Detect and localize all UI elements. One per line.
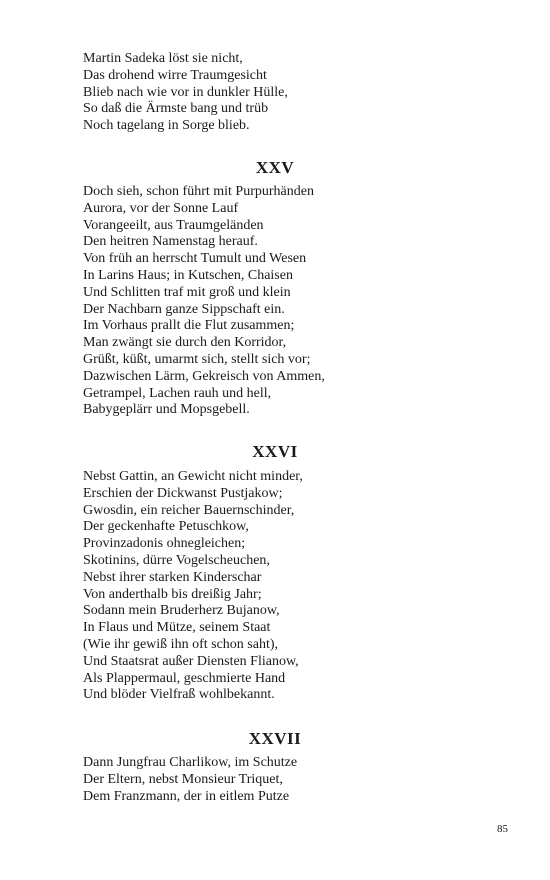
verse-line: Das drohend wirre Traumgesicht — [83, 67, 267, 83]
verse-line: Dazwischen Lärm, Gekreisch von Ammen, — [83, 368, 325, 384]
verse-line: Von früh an herrscht Tumult und Wesen — [83, 251, 307, 267]
verse-line: Als Plappermaul, geschmierte Hand — [83, 670, 286, 686]
verse-line: Dann Jungfrau Charlikow, im Schutze — [83, 755, 298, 770]
verse-line: In Larins Haus; in Kutschen, Chaisen — [83, 267, 293, 283]
verse-line: Babygeplärr und Mopsgebell. — [83, 402, 250, 418]
verse-line: Der Nachbarn ganze Sippschaft ein. — [83, 301, 285, 317]
verse-line: Von anderthalb bis dreißig Jahr; — [83, 586, 262, 602]
verse-line: Den heitren Namenstag herauf. — [83, 234, 258, 250]
verse-line: Nebst ihrer starken Kinderschar — [83, 569, 262, 585]
stanza-heading-xxv: XXV — [255, 158, 295, 177]
verse-line: Blieb nach wie vor in dunkler Hülle, — [83, 84, 288, 100]
verse-line: Und Staatsrat außer Diensten Flianow, — [83, 653, 299, 669]
verse-line: So daß die Ärmste bang und trüb — [83, 101, 269, 117]
verse-line: Sodann mein Bruderherz Bujanow, — [83, 603, 280, 619]
stanza-heading-xxvi: XXVI — [252, 442, 298, 461]
verse-line: Nebst Gattin, an Gewicht nicht minder, — [83, 469, 303, 484]
verse-line: (Wie ihr gewiß ihn oft schon saht), — [83, 636, 279, 652]
verse-line: Doch sieh, schon führt mit Purpurhänden — [83, 184, 314, 199]
verse-line: Provinzadonis ohnegleichen; — [83, 536, 246, 552]
stanza-xxvi — [83, 469, 483, 704]
verse-line: Im Vorhaus prallt die Flut zusammen; — [83, 318, 295, 334]
verse-line: Grüßt, küßt, umarmt sich, stellt sich vor; — [83, 351, 311, 367]
verse-line: Aurora, vor der Sonne Lauf — [83, 200, 239, 216]
verse-line: Der geckenhafte Petuschkow, — [83, 519, 249, 535]
verse-line: Gwosdin, ein reicher Bauernschinder, — [83, 502, 295, 518]
stanza-xxv — [83, 184, 483, 419]
stanza-continuation — [83, 51, 483, 135]
verse-line: Und Schlitten traf mit groß und klein — [83, 284, 291, 300]
verse-line: Vorangeeilt, aus Traumgeländen — [83, 217, 264, 233]
verse-line: Dem Franzmann, der in eitlem Putze — [83, 788, 290, 804]
verse-line: In Flaus und Mütze, seinem Staat — [83, 620, 271, 636]
page-number: 85 — [497, 823, 508, 835]
verse-line: Der Eltern, nebst Monsieur Triquet, — [83, 771, 283, 787]
stanza-heading-xxvii: XXVII — [248, 729, 302, 748]
verse-line: Erschien der Dickwanst Pustjakow; — [83, 485, 283, 501]
verse-line: Getrampel, Lachen rauh und hell, — [83, 385, 272, 401]
verse-line: Und blöder Vielfraß wohlbekannt. — [83, 687, 275, 703]
verse-line: Skotinins, dürre Vogelscheuchen, — [83, 552, 270, 568]
verse-line: Noch tagelang in Sorge blieb. — [83, 118, 250, 134]
verse-line: Man zwängt sie durch den Korridor, — [83, 335, 287, 351]
stanza-xxvii — [83, 755, 483, 805]
verse-line: Martin Sadeka löst sie nicht, — [83, 51, 243, 66]
